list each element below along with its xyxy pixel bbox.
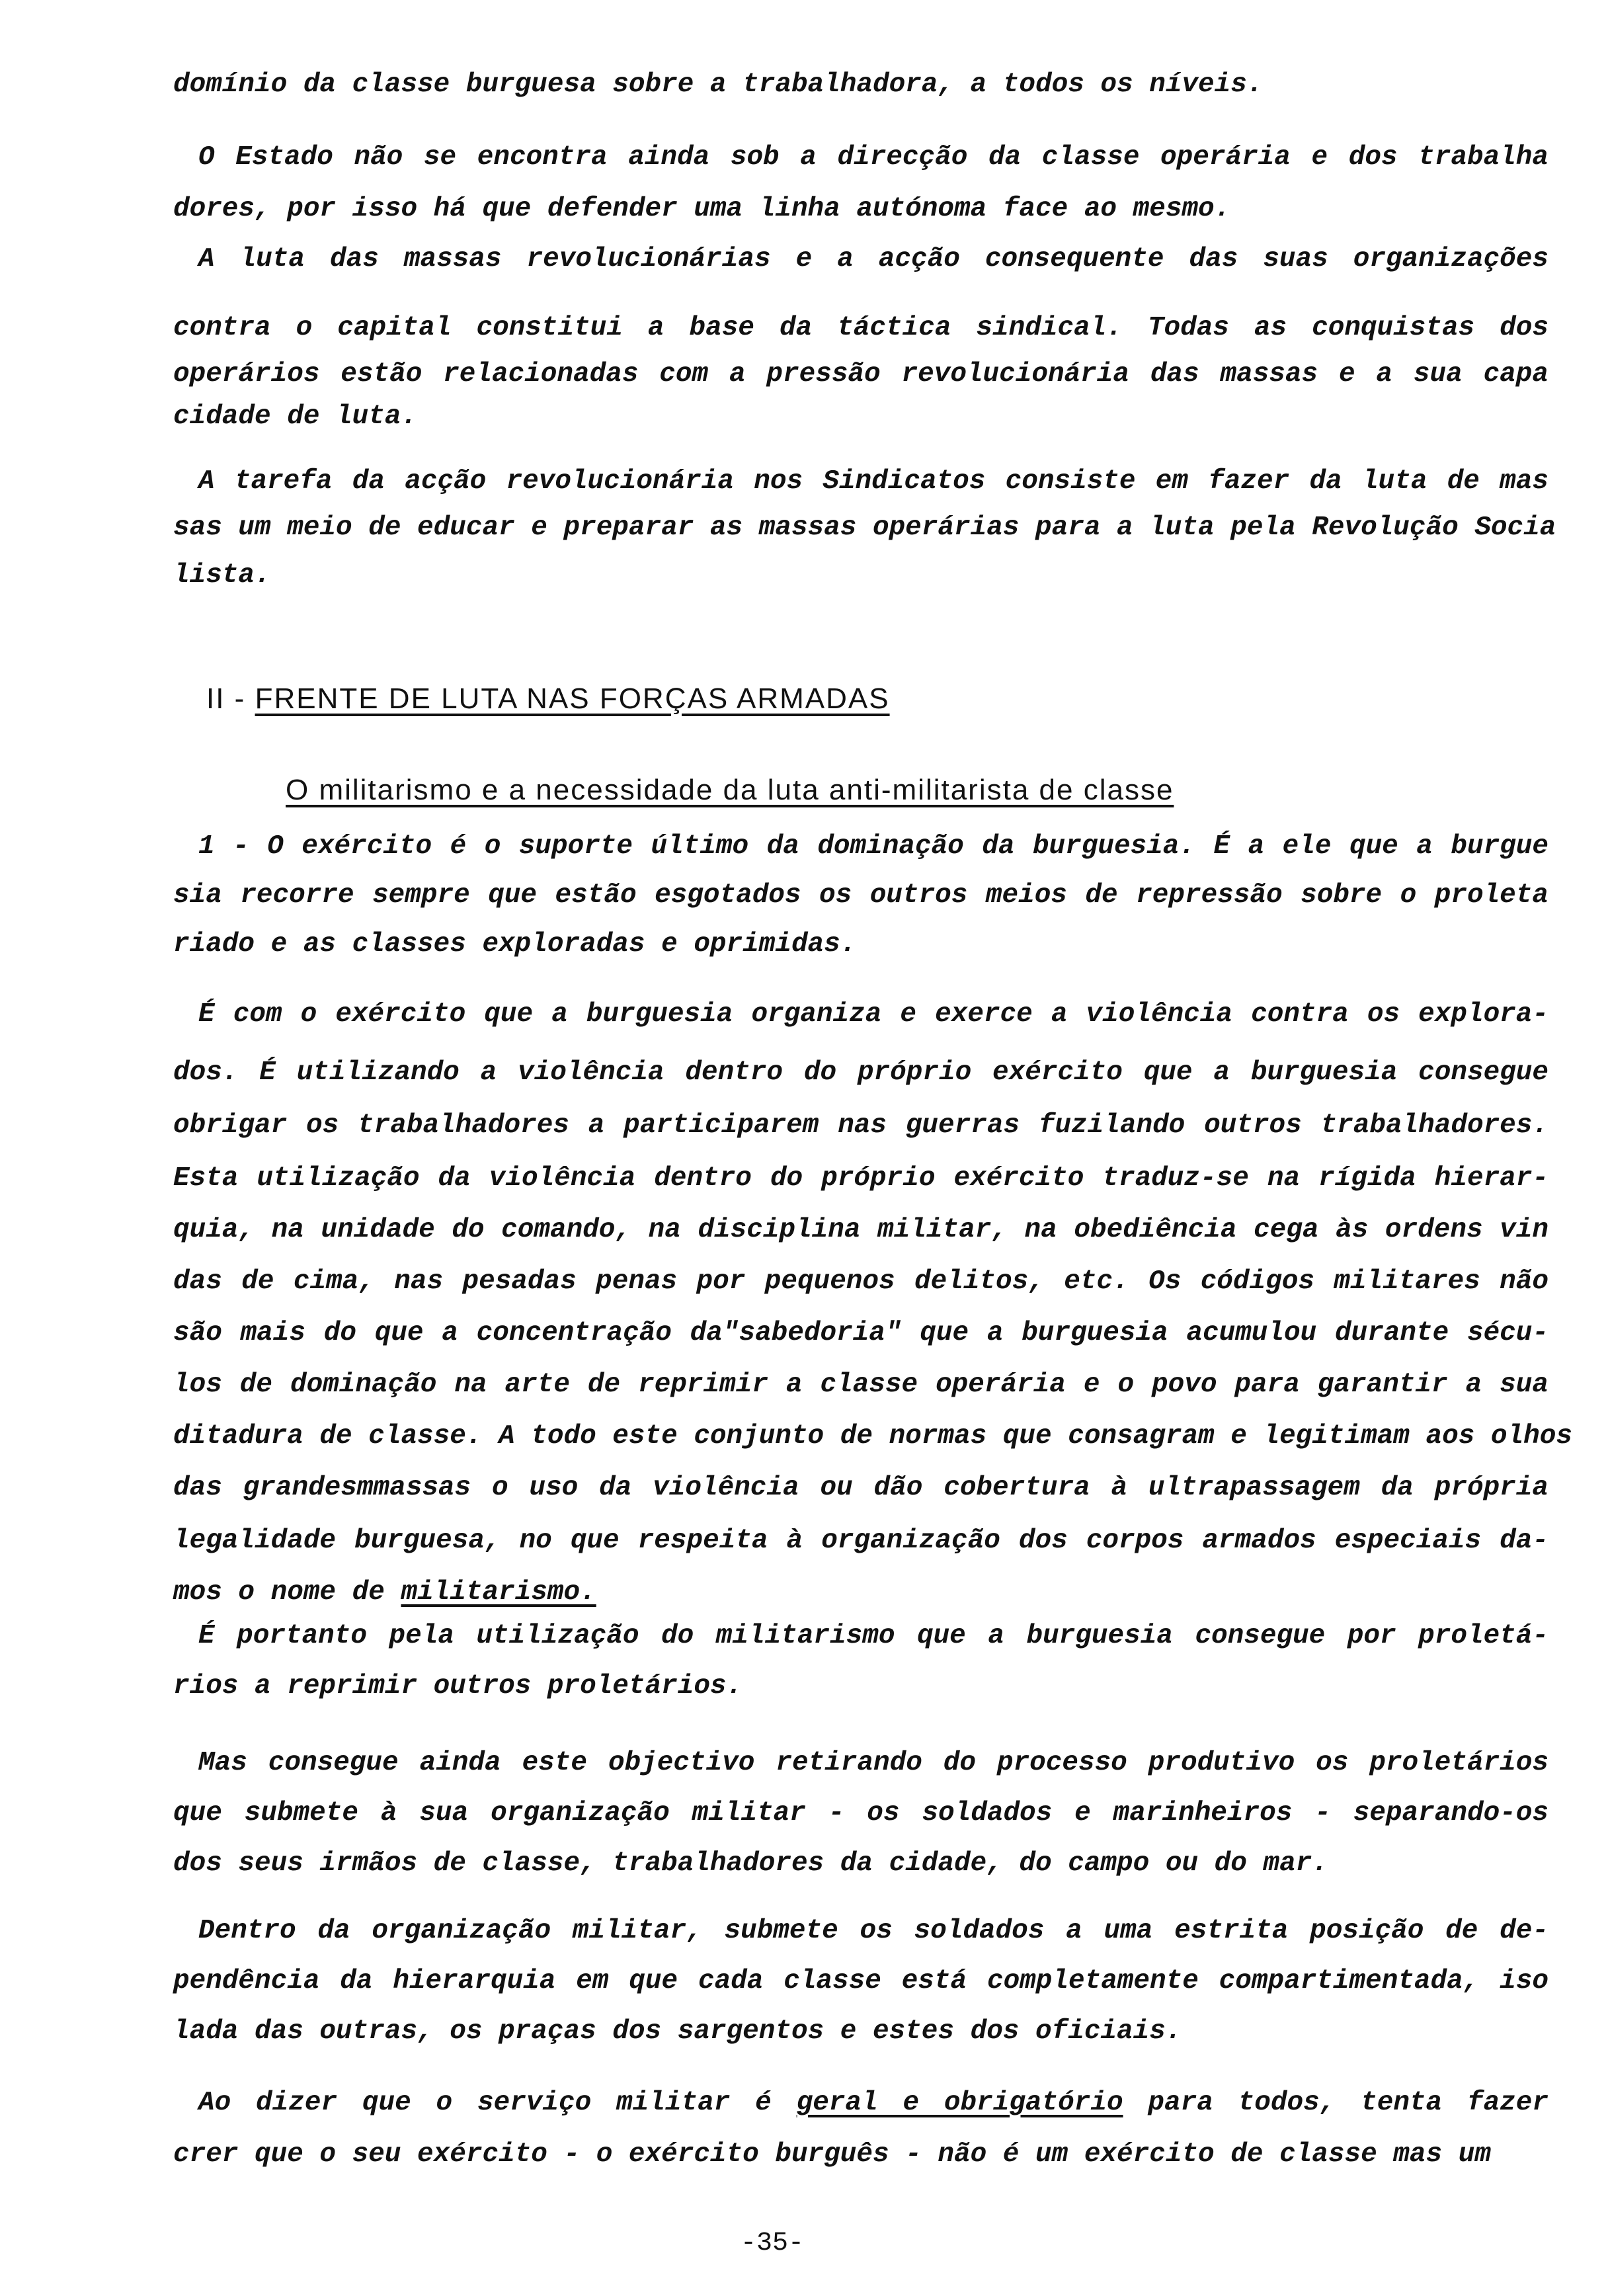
text-line: pendência da hierarquia em que cada classe está completamente compartimentada, iso — [173, 1966, 1548, 1996]
text-line: das grandesmmassas o uso da violência ou dão cobertura à ultrapassagem da própria — [173, 1473, 1548, 1503]
text-line: sas um meio de educar e preparar as massas operárias para a luta pela Revolução Socia — [173, 512, 1556, 543]
text-line: 1 - O exército é o suporte último da dominação da burguesia. É a ele que a burgue — [198, 831, 1548, 862]
text-line: legalidade burguesa, no que respeita à organização dos corpos armados especiais da- — [173, 1526, 1548, 1556]
text-line: O Estado não se encontra ainda sob a direcção da classe operária e dos trabalha — [198, 142, 1548, 173]
text-line: Esta utilização da violência dentro do próprio exército traduz-se na rígida hierar- — [173, 1163, 1548, 1194]
text-line: Mas consegue ainda este objectivo retirando do processo produtivo os proletários — [198, 1748, 1548, 1778]
text-line: das de cima, nas pesadas penas por pequenos delitos, etc. Os códigos militares não — [173, 1266, 1548, 1297]
text-line: dos seus irmãos de classe, trabalhadores da cidade, do campo ou do mar. — [173, 1848, 1328, 1879]
section-title: FRENTE DE LUTA NAS FORÇAS ARMADAS — [255, 682, 890, 715]
subsection-title: O militarismo e a necessidade da luta anti-militarista de classe — [286, 774, 1174, 806]
page-number: -35- — [741, 2229, 805, 2258]
text-line: dos. É utilizando a violência dentro do próprio exército que a burguesia consegue — [173, 1057, 1548, 1088]
text-line: mos o nome de militarismo. — [173, 1577, 596, 1608]
text-line: que submete à sua organização militar - os soldados e marinheiros - separando-os — [173, 1798, 1548, 1828]
text-line: dores, por isso há que defender uma linha autónoma face ao mesmo. — [173, 194, 1231, 224]
text-line: los de dominação na arte de reprimir a classe operária e o povo para garantir a sua — [173, 1370, 1548, 1400]
section-number: II - — [206, 682, 246, 715]
text-line: domínio da classe burguesa sobre a trabalhadora, a todos os níveis. — [173, 69, 1264, 100]
text-line: riado e as classes exploradas e oprimidas. — [173, 929, 857, 960]
text-line: sia recorre sempre que estão esgotados os outros meios de repressão sobre o proleta — [173, 880, 1548, 911]
text-line: A tarefa da acção revolucionária nos Sindicatos consiste em fazer da luta de mas — [198, 466, 1548, 497]
text-line: rios a reprimir outros proletários. — [173, 1671, 743, 1702]
text-line: É portanto pela utilização do militarismo que a burguesia consegue por proletá- — [198, 1621, 1548, 1651]
text-line: cidade de luta. — [173, 401, 418, 432]
text-line: lada das outras, os praças dos sargentos e estes dos oficiais. — [173, 2016, 1182, 2047]
text-line: Dentro da organização militar, submete os soldados a uma estrita posição de de- — [198, 1916, 1548, 1946]
text-line: obrigar os trabalhadores a participarem nas guerras fuzilando outros trabalhadores. — [173, 1110, 1548, 1141]
text-line: quia, na unidade do comando, na disciplina militar, na obediência cega às ordens vin — [173, 1215, 1548, 1245]
text-line: são mais do que a concentração da"sabedoria" que a burguesia acumulou durante sécu- — [173, 1318, 1548, 1348]
text-line: contra o capital constitui a base da táctica sindical. Todas as conquistas dos — [173, 313, 1548, 343]
text-line: lista. — [173, 560, 271, 591]
subsection-heading — [286, 774, 1174, 807]
underlined-text: geral e obrigatório — [796, 2088, 1123, 2118]
text-line: crer que o seu exército - o exército burguês - não é um exército de classe mas um — [173, 2139, 1491, 2170]
text-line: É com o exército que a burguesia organiza e exerce a violência contra os explora- — [198, 999, 1548, 1030]
text-line: A luta das massas revolucionárias e a acção consequente das suas organizações — [198, 244, 1548, 274]
text-line: ditadura de classe. A todo este conjunto de normas que consagram e legitimam aos olhos — [173, 1421, 1572, 1452]
text-line: operários estão relacionadas com a pressão revolucionária das massas e a sua capa — [173, 359, 1548, 390]
underlined-text: militarismo. — [401, 1577, 596, 1608]
section-heading — [206, 682, 890, 716]
text-line: Ao dizer que o serviço militar é geral e obrigatório para todos, tenta fazer — [198, 2088, 1548, 2118]
